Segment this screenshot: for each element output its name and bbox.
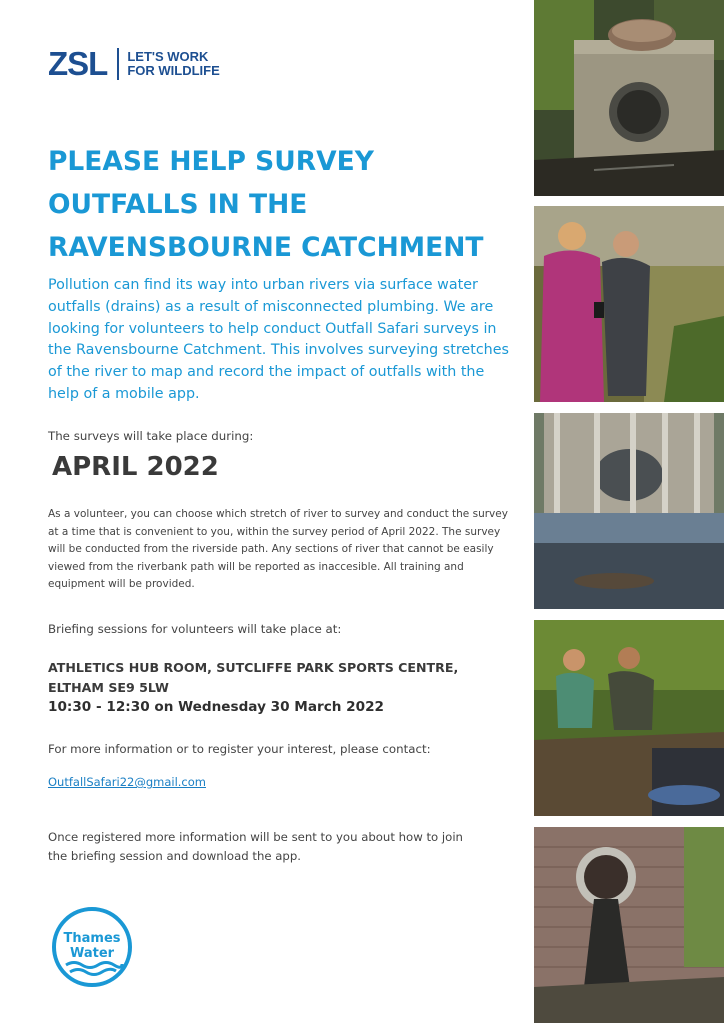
venue-line-1: ATHLETICS HUB ROOM, SUTCLIFFE PARK SPORTS CENTRE,	[48, 660, 459, 675]
thames-water-roundel	[52, 907, 132, 987]
zsl-logo-divider	[117, 48, 119, 80]
briefing-time: 10:30 - 12:30 on Wednesday 30 March 2022	[48, 699, 385, 715]
briefing-lead: Briefing sessions for volunteers will take place at:	[48, 622, 342, 636]
closing-paragraph: Once registered more information will be sent to you about how to join the briefing session and download the app.	[48, 830, 463, 863]
zsl-logo	[48, 47, 220, 81]
briefing-venue	[48, 658, 518, 698]
photo-volunteers-surveying	[534, 206, 724, 402]
venue-line-2: ELTHAM SE9 5LW	[48, 680, 169, 695]
page-title	[48, 140, 518, 269]
zsl-mark: ZSL	[48, 45, 108, 82]
survey-period: APRIL 2022	[52, 452, 219, 482]
contact-email-link[interactable]: OutfallSafari22@gmail.com	[48, 775, 206, 789]
partner-line-2: Water	[69, 946, 115, 961]
volunteer-details: As a volunteer, you can choose which stretch of river to survey and conduct the survey at a time that is convenient to you, within the survey period of April 2022. The survey will be conducted from the riverside path. Any sections of river that cannot be easily viewed from the riverbank path will be reported as inaccesible. All training and equipment will be provided.	[48, 508, 508, 591]
zsl-tagline	[127, 50, 219, 78]
zsl-tagline-line2: FOR WILDLIFE	[127, 63, 220, 78]
zsl-tagline-line1: LET'S WORK	[127, 49, 209, 64]
photo-outfall-flap	[534, 0, 724, 196]
title-line-2: OUTFALLS IN THE	[48, 189, 308, 220]
thames-water-logo	[52, 907, 132, 987]
contact-lead: For more information or to register your interest, please contact:	[48, 742, 431, 756]
photo-brick-outfall	[534, 827, 724, 1023]
survey-period-lead: The surveys will take place during:	[48, 429, 254, 443]
intro-paragraph: Pollution can find its way into urban rivers via surface water outfalls (drains) as a result of misconnected plumbing. We are looking for volunteers to help conduct Outfall Safari surveys in the Ravensbourne Catchment. This involves surveying stretches of the river to map and record the impact of outfalls with the help of a mobile app.	[48, 277, 509, 402]
title-line-3: RAVENSBOURNE CATCHMENT	[48, 232, 484, 263]
partner-line-1: Thames	[63, 931, 121, 946]
photo-grated-culvert	[534, 413, 724, 609]
photo-volunteers-crouching	[534, 620, 724, 816]
title-line-1: PLEASE HELP SURVEY	[48, 146, 374, 177]
